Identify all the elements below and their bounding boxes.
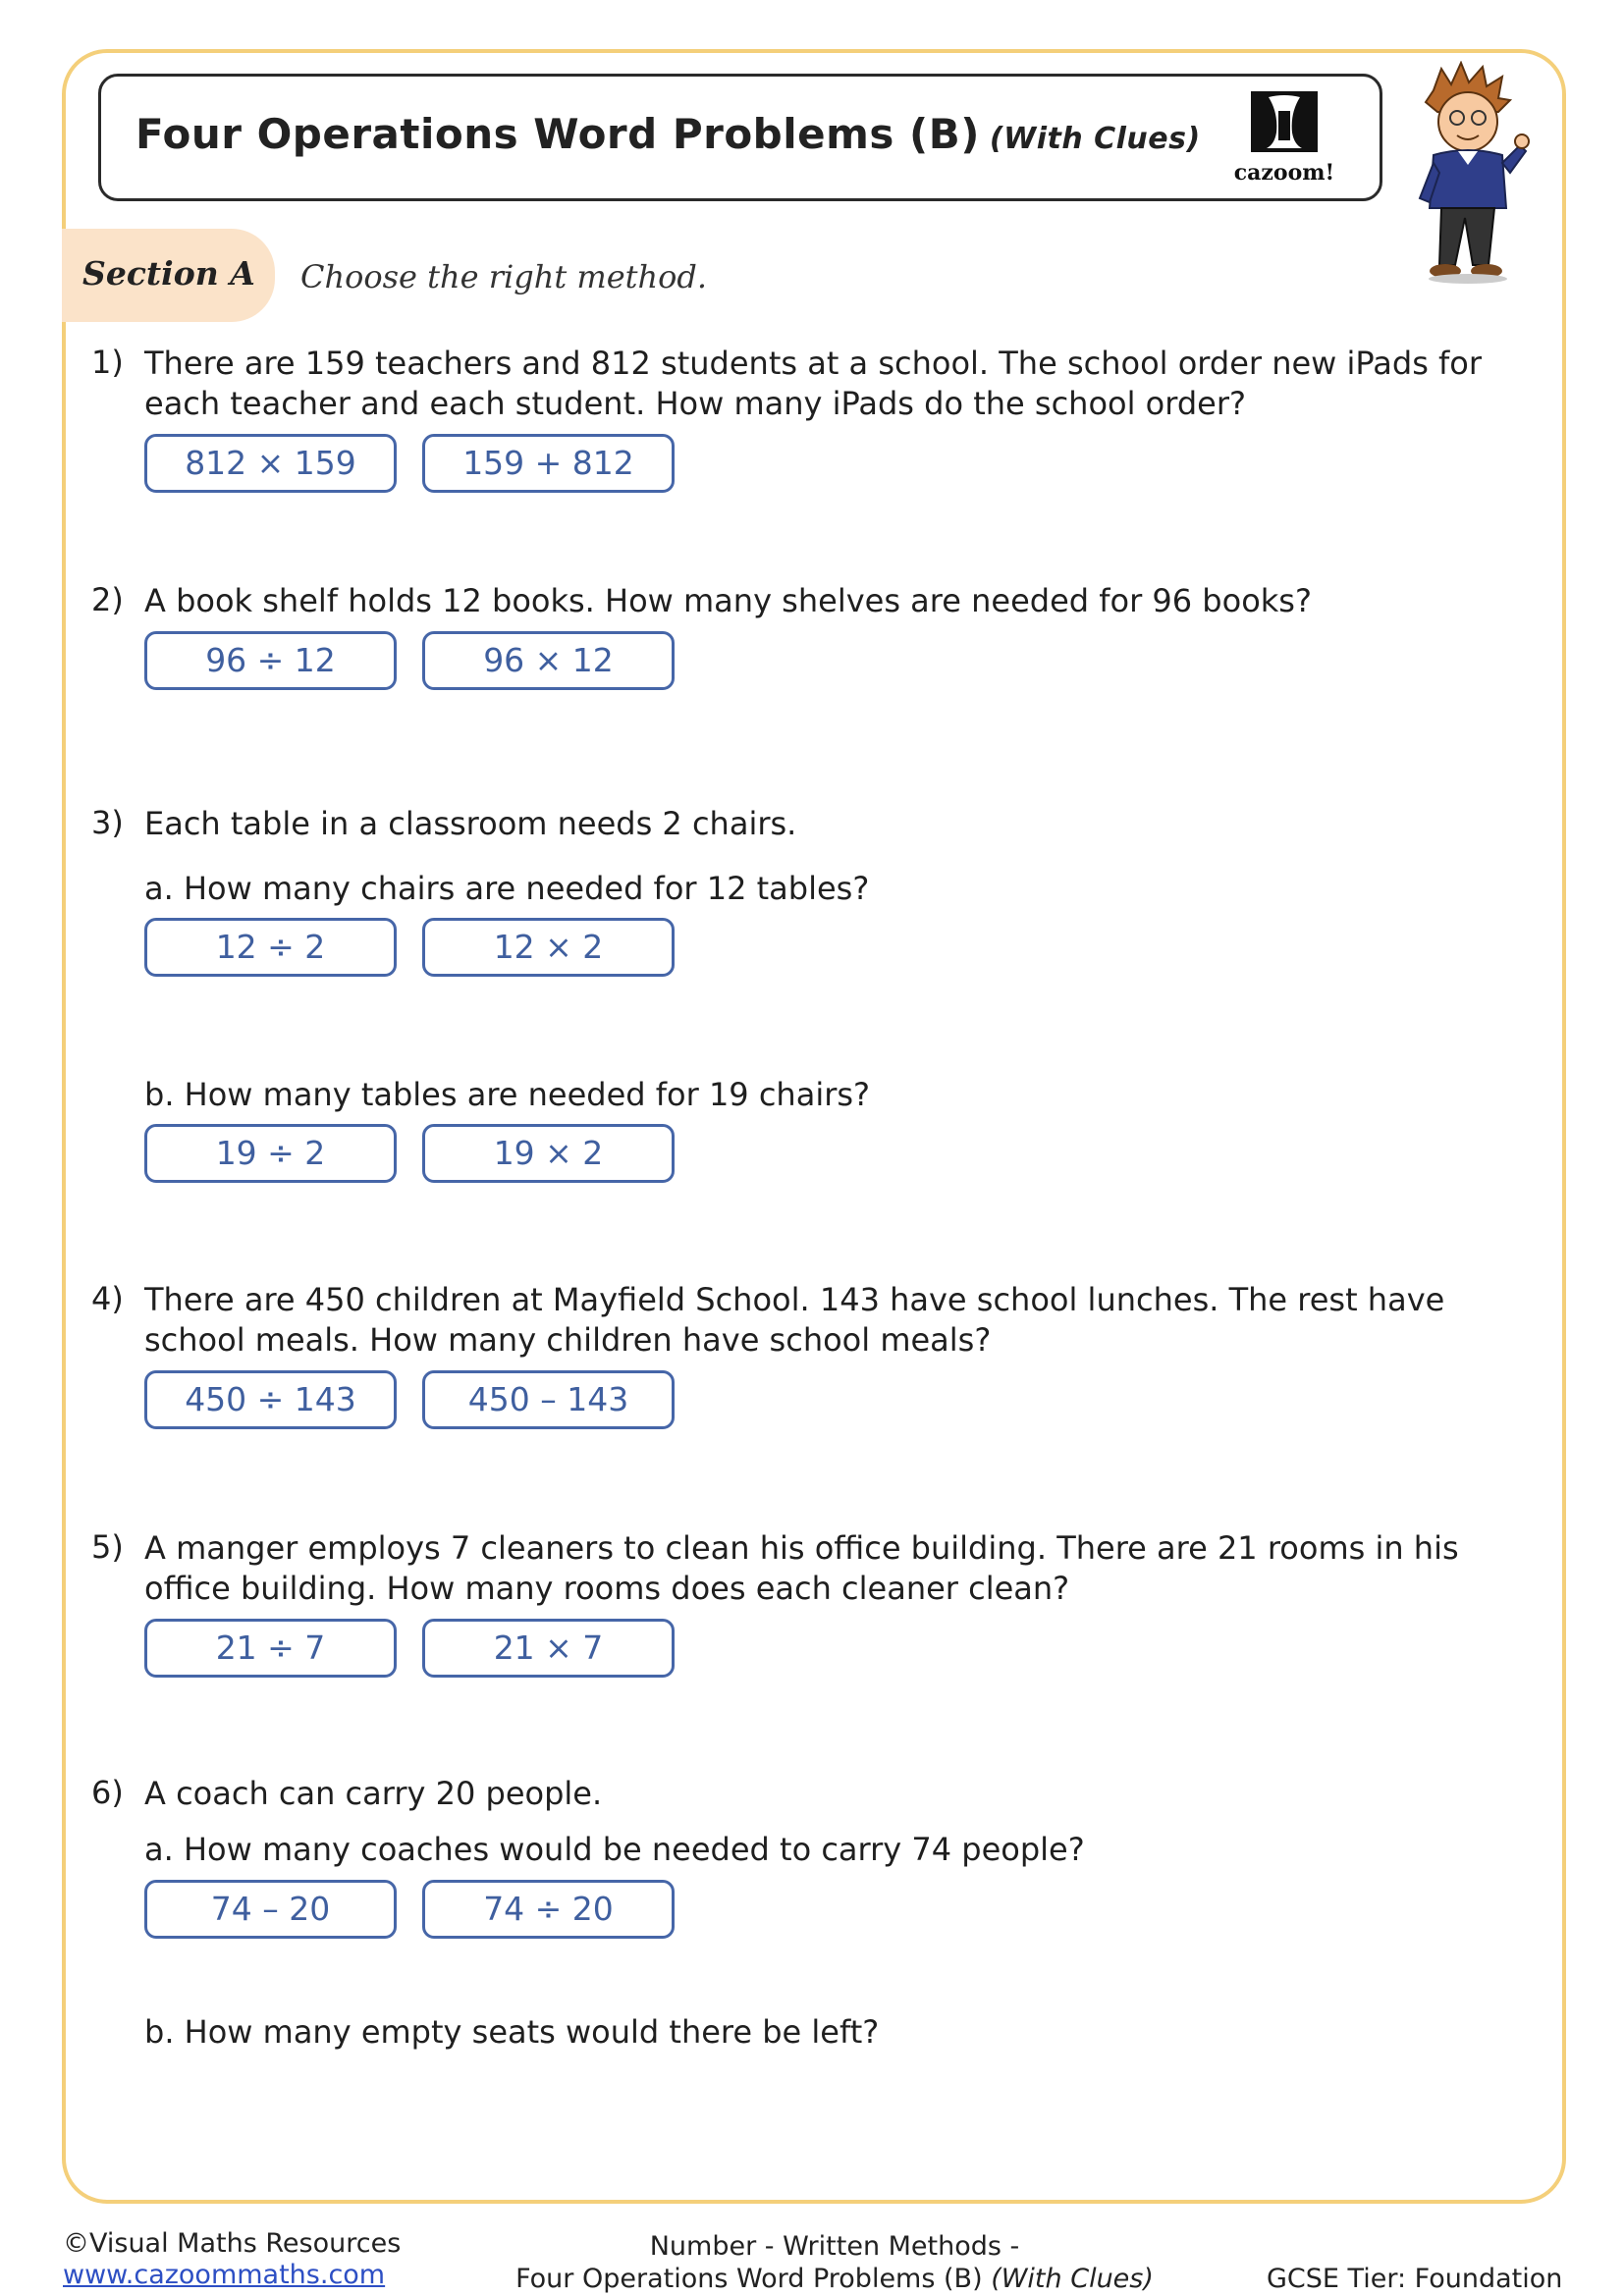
question-number: 6) [91,1774,124,1811]
question-text: office building. How many rooms does each cleaner clean? [144,1570,1070,1607]
answer-option[interactable]: 21 ÷ 7 [144,1619,397,1678]
answer-option[interactable]: 21 × 7 [422,1619,675,1678]
footer-title-text: Four Operations Word Problems (B) [515,2264,983,2294]
answer-option[interactable]: 450 – 143 [422,1370,675,1429]
cazoom-logo-text: cazoom! [1233,160,1335,186]
question-text: A book shelf holds 12 books. How many shelves are needed for 96 books? [144,582,1312,619]
page-title [135,110,1201,158]
footer-left [63,2228,401,2291]
answer-option[interactable]: 812 × 159 [144,434,397,493]
question-number: 4) [91,1280,124,1317]
footer-worksheet-title [491,2263,1178,2295]
question-number: 3) [91,804,124,841]
title-text: Four Operations Word Problems (B) [135,110,980,158]
question-text: A manger employs 7 cleaners to clean his office building. There are 21 rooms in his [144,1529,1459,1567]
section-instruction: Choose the right method. [300,258,708,295]
answer-option[interactable]: 74 – 20 [144,1880,397,1939]
footer-tier: GCSE Tier: Foundation [1267,2264,1563,2294]
answer-option[interactable]: 159 + 812 [422,434,675,493]
answer-option[interactable]: 450 ÷ 143 [144,1370,397,1429]
footer-title-italic: (With Clues) [991,2264,1154,2294]
question-part-text: b. How many empty seats would there be left? [144,2013,880,2051]
section-label: Section A [82,254,255,293]
question-number: 2) [91,581,124,618]
answer-option[interactable]: 74 ÷ 20 [422,1880,675,1939]
question-part-text: b. How many tables are needed for 19 chairs? [144,1076,871,1113]
title-subtitle: (With Clues) [989,122,1201,156]
footer-topic: Number - Written Methods - [649,2231,1020,2262]
footer-center [491,2230,1178,2295]
question-number: 1) [91,344,124,381]
answer-option[interactable]: 96 × 12 [422,631,675,690]
question-number: 5) [91,1528,124,1566]
footer-website-link[interactable]: www.cazoommaths.com [63,2260,386,2290]
answer-option[interactable]: 12 ÷ 2 [144,918,397,977]
answer-option[interactable]: 19 × 2 [422,1124,675,1183]
question-text: each teacher and each student. How many iPads do the school order? [144,385,1246,422]
question-text: There are 450 children at Mayfield School. 143 have school lunches. The rest have [144,1281,1445,1318]
footer-copyright: ©Visual Maths Resources [63,2228,402,2259]
question-text: A coach can carry 20 people. [144,1775,603,1812]
answer-option[interactable]: 96 ÷ 12 [144,631,397,690]
question-text: Each table in a classroom needs 2 chairs. [144,805,797,842]
answer-option[interactable]: 12 × 2 [422,918,675,977]
question-part-text: a. How many chairs are needed for 12 tables? [144,870,870,907]
answer-option[interactable]: 19 ÷ 2 [144,1124,397,1183]
cartoon-boy-thumbs-up-icon [1404,61,1532,287]
question-text: school meals. How many children have school meals? [144,1321,992,1359]
question-part-text: a. How many coaches would be needed to carry 74 people? [144,1831,1085,1868]
question-text: There are 159 teachers and 812 students at a school. The school order new iPads for [144,345,1483,382]
